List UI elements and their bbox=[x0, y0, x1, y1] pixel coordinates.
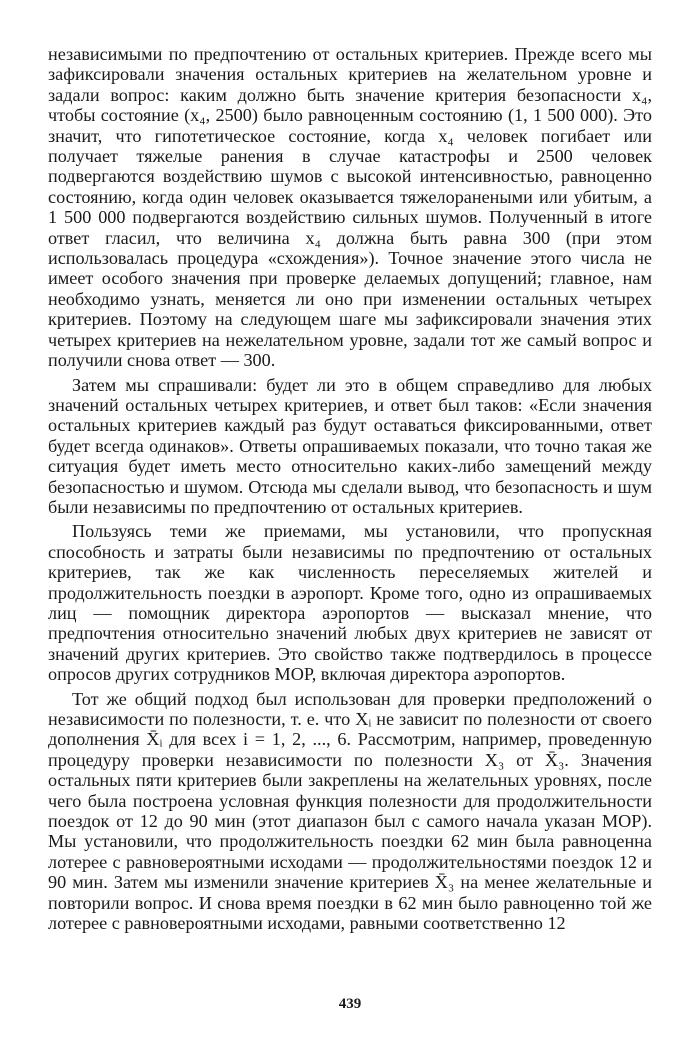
paragraph-2: Затем мы спрашивали: будет ли это в общем справедливо для любых значений остальных четырех критериев, и ответ был таков: «Если значения остальных критериев каждый раз будут оставаться фиксированными, ответ будет всегда одинаков». Ответы опрашиваемых показали, что точно такая же ситуация будет иметь место относительно каких-либо замещений между безопасностью и шумом. Отсюда мы сделали вывод, что безопасность и шум были независимы по предпочтению от остальных критериев. bbox=[48, 374, 652, 517]
paragraph-4: Тот же общий подход был использован для проверки предположений о независимости по полезности, т. е. что Xᵢ не зависит по полезности от своего дополнения X̄ᵢ для всех i = 1, 2, ..., 6. Рассмотрим, например, проведенную процедуру проверки независимости по полезности X₃ от X̄₃. Значения остальных пяти критериев были закреплены на желательных уровнях, после чего была построена условная функция полезности для продолжительности поездок от 12 до 90 мин (этот диапазон был с самого начала указан МОР). Мы установили, что продолжительность поездки 62 мин была равноценна лотерее с равновероятными исходами — продолжительностями поездок 12 и 90 мин. Затем мы изменили значение критериев X̄₃ на менее желательные и повторили вопрос. И снова время поездки в 62 мин было равноценно той же лотерее с равновероятными исходами, равными соответственно 12 bbox=[48, 688, 652, 934]
paragraph-1: независимыми по предпочтению от остальных критериев. Прежде всего мы зафиксировали значения остальных критериев на желательном уровне и задали вопрос: каким должно быть значение критерия безопасности x₄, чтобы состояние (x₄, 2500) было равноценным состоянию (1, 1 500 000). Это значит, что гипотетическое состояние, когда x₄ человек погибает или получает тяжелые ранения в случае катастрофы и 2500 человек подвергаются воздействию шумов с высокой интенсивностью, равноценно состоянию, когда один человек оказывается тяжелоранеными или убитым, а 1 500 000 подвергаются воздействию сильных шумов. Полученный в итоге ответ гласил, что величина x₄ должна быть равна 300 (при этом использовалась процедура «схождения»). Точное значение этого числа не имеет особого значения при проверке делаемых допущений; главное, нам необходимо узнать, меняется ли оно при изменении остальных четырех критериев. Поэтому на следующем шаге мы зафиксировали значения этих четырех критериев на нежелательном уровне, задали тот же самый вопрос и получили снова ответ — 300. bbox=[48, 44, 652, 371]
page-body bbox=[48, 44, 652, 933]
page-number: 439 bbox=[338, 996, 362, 1012]
paragraph-3: Пользуясь теми же приемами, мы установили, что пропускная способность и затраты были независимы по предпочтению от остальных критериев, так же как численность переселяемых жителей и продолжительность поездки в аэропорт. Кроме того, одно из опрашиваемых лиц — помощник директора аэропортов — высказал мнение, что предпочтения относительно значений любых двух критериев не зависят от значений других критериев. Это свойство также подтвердилось в процессе опросов других сотрудников МОР, включая директора аэропортов. bbox=[48, 521, 652, 685]
